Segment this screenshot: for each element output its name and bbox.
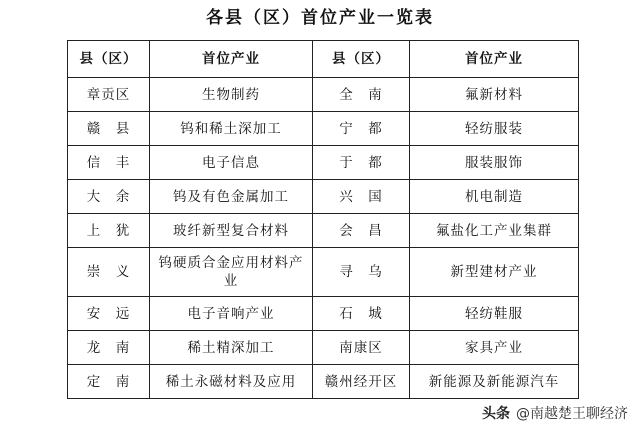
table-row <box>68 214 579 248</box>
table-header-row <box>68 41 579 78</box>
county-cell: 安 远 <box>68 297 150 331</box>
industry-cell: 机电制造 <box>410 180 579 214</box>
table-row <box>68 146 579 180</box>
table-row <box>68 248 579 297</box>
table-row <box>68 331 579 365</box>
watermark <box>482 403 628 423</box>
industry-cell: 玻纤新型复合材料 <box>150 214 313 248</box>
table-row <box>68 180 579 214</box>
table-row <box>68 297 579 331</box>
industry-cell: 家具产业 <box>410 331 579 365</box>
county-cell: 兴 国 <box>313 180 410 214</box>
table-row <box>68 365 579 399</box>
county-cell: 信 丰 <box>68 146 150 180</box>
county-cell: 于 都 <box>313 146 410 180</box>
watermark-brand: 头条 <box>482 406 510 422</box>
county-cell: 赣州经开区 <box>313 365 410 399</box>
page-title: 各县（区）首位产业一览表 <box>206 8 434 28</box>
watermark-handle: @南越楚王聊经济 <box>516 406 628 422</box>
county-cell: 章贡区 <box>68 78 150 112</box>
header-county-2: 县（区） <box>313 41 410 78</box>
header-county-1: 县（区） <box>68 41 150 78</box>
header-industry-1: 首位产业 <box>150 41 313 78</box>
industry-cell: 服装服饰 <box>410 146 579 180</box>
industry-cell: 轻纺鞋服 <box>410 297 579 331</box>
county-cell: 石 城 <box>313 297 410 331</box>
header-industry-2: 首位产业 <box>410 41 579 78</box>
county-cell: 龙 南 <box>68 331 150 365</box>
county-cell: 寻 乌 <box>313 248 410 297</box>
county-cell: 上 犹 <box>68 214 150 248</box>
county-cell: 南康区 <box>313 331 410 365</box>
industry-table <box>67 40 579 399</box>
industry-cell: 氟新材料 <box>410 78 579 112</box>
county-cell: 宁 都 <box>313 112 410 146</box>
industry-cell: 电子音响产业 <box>150 297 313 331</box>
industry-cell: 钨和稀土深加工 <box>150 112 313 146</box>
industry-cell: 生物制药 <box>150 78 313 112</box>
industry-cell: 氟盐化工产业集群 <box>410 214 579 248</box>
county-cell: 定 南 <box>68 365 150 399</box>
county-cell: 赣 县 <box>68 112 150 146</box>
industry-cell: 稀土精深加工 <box>150 331 313 365</box>
county-cell: 全 南 <box>313 78 410 112</box>
county-cell: 崇 义 <box>68 248 150 297</box>
industry-cell: 轻纺服装 <box>410 112 579 146</box>
industry-cell: 钨硬质合金应用材料产业 <box>150 248 313 297</box>
table-row <box>68 78 579 112</box>
table-row <box>68 112 579 146</box>
industry-cell: 新型建材产业 <box>410 248 579 297</box>
county-cell: 大 余 <box>68 180 150 214</box>
industry-cell: 稀土永磁材料及应用 <box>150 365 313 399</box>
county-cell: 会 昌 <box>313 214 410 248</box>
industry-cell: 新能源及新能源汽车 <box>410 365 579 399</box>
industry-cell: 钨及有色金属加工 <box>150 180 313 214</box>
industry-cell: 电子信息 <box>150 146 313 180</box>
